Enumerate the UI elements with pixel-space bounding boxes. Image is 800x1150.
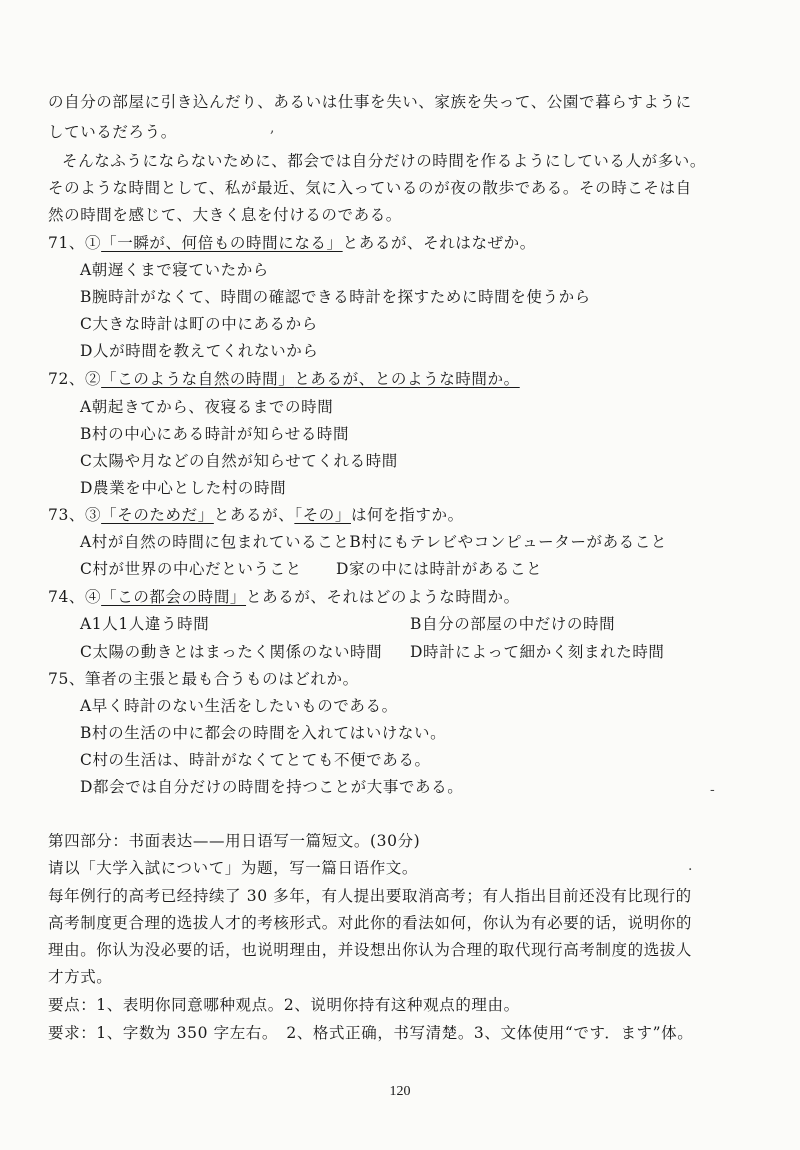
part4-body-line: 理由。你认为没必要的话，也说明理由，并设想出你认为合理的取代现行高考制度的选拔人 bbox=[48, 941, 693, 959]
option-c: C太陽の動きとはまったく関係のない時間 bbox=[80, 643, 383, 661]
question-stem: とあるが、それはなぜか。 bbox=[342, 234, 536, 252]
option-a: A朝遅くまで寝ていたから bbox=[80, 261, 269, 279]
question-74 bbox=[48, 587, 520, 607]
passage-line: そんなふうにならないために、都会では自分だけの時間を作るようにしている人が多い。 bbox=[62, 152, 707, 170]
question-number: 75、 bbox=[48, 670, 86, 688]
part4-requirements: 要求：1、字数为 350 字左右。 2、格式正确，书写清楚。3、文体使用“です．ます”体。 bbox=[48, 1024, 694, 1042]
passage-line: そのような時間として、私が最近、気に入っているのが夜の散歩である。その時こそは自 bbox=[48, 179, 692, 197]
scan-speck: - bbox=[710, 782, 715, 798]
passage-line: の自分の部屋に引き込んだり、あるいは仕事を失い、家族を失って、公園で暮らすように bbox=[48, 93, 692, 111]
passage-line: 然の時間を感じて、大きく息を付けるのである。 bbox=[48, 206, 402, 224]
question-number: 74、④ bbox=[48, 588, 102, 606]
question-72 bbox=[48, 369, 520, 389]
question-73 bbox=[48, 505, 464, 525]
option-d: D家の中には時計があること bbox=[336, 560, 543, 578]
passage-line: しているだろう。 bbox=[48, 123, 177, 141]
question-quote-2: 「その」 bbox=[294, 506, 351, 524]
question-number: 72、② bbox=[48, 370, 102, 388]
question-stem-mid: とあるが、 bbox=[213, 506, 295, 524]
option-a-b: A村が自然の時間に包まれていることB村にもテレビやコンピューターがあること bbox=[80, 533, 667, 551]
option-c: C村が世界の中心だということ bbox=[80, 560, 302, 578]
option-b: B村の中心にある時計が知らせる時間 bbox=[80, 425, 350, 443]
option-b: B自分の部屋の中だけの時間 bbox=[410, 615, 616, 633]
part4-prompt: 请以「大学入試について」为题，写一篇日语作文。 bbox=[48, 859, 418, 877]
option-d: D農業を中心とした村の時間 bbox=[80, 479, 287, 497]
option-d: D人が時間を教えてくれないから bbox=[80, 342, 319, 360]
option-c: C太陽や月などの自然が知らせてくれる時間 bbox=[80, 452, 398, 470]
scan-speck: · bbox=[688, 862, 693, 878]
question-number: 73、③ bbox=[48, 506, 102, 524]
option-d: D都会では自分だけの時間を持つことが大事である。 bbox=[80, 778, 464, 796]
option-a: A1人1人違う時間 bbox=[80, 615, 210, 633]
part4-body-line: 高考制度更合理的选拔人才的考核形式。对此你的看法如何，你认为有必要的话，说明你的 bbox=[48, 914, 693, 932]
part4-body-line: 每年例行的高考已经持续了 30 多年，有人提出要取消高考；有人指出目前还没有比现行的 bbox=[48, 887, 692, 905]
option-a: A早く時計のない生活をしたいものである。 bbox=[80, 697, 398, 715]
question-quote: 「そのためだ」 bbox=[101, 506, 214, 524]
option-c: C大きな時計は町の中にあるから bbox=[80, 315, 318, 333]
question-71 bbox=[48, 233, 536, 253]
page-number: 120 bbox=[389, 1084, 411, 1099]
question-stem: 筆者の主張と最も合うものはどれか。 bbox=[85, 670, 359, 688]
scan-speck: , bbox=[270, 120, 275, 136]
question-number: 71、① bbox=[48, 234, 102, 252]
option-c: C村の生活は、時計がなくてとても不便である。 bbox=[80, 751, 431, 769]
question-stem: は何を指すか。 bbox=[351, 506, 464, 524]
part4-body-line: 才方式。 bbox=[48, 968, 113, 986]
question-quote: 「この都会の時間」 bbox=[101, 588, 247, 606]
option-a: A朝起きてから、夜寝るまでの時間 bbox=[80, 398, 334, 416]
question-75 bbox=[48, 669, 359, 689]
question-stem: とあるが、それはどのような時間か。 bbox=[246, 588, 520, 606]
option-b: B村の生活の中に都会の時間を入れてはいけない。 bbox=[80, 724, 447, 742]
option-d: D時計によって細かく刻まれた時間 bbox=[410, 643, 665, 661]
question-quote: 「このような自然の時間」 bbox=[101, 370, 295, 388]
question-stem: とあるが、とのような時間か。 bbox=[294, 370, 520, 388]
option-b: B腕時計がなくて、時間の確認できる時計を探すために時間を使うから bbox=[80, 288, 591, 306]
part4-points: 要点：1、表明你同意哪种观点。2、说明你持有这种观点的理由。 bbox=[48, 996, 520, 1014]
part4-heading: 第四部分：书面表达——用日语写一篇短文。(30分) bbox=[48, 832, 421, 850]
question-quote: 「一瞬が、何倍もの時間になる」 bbox=[101, 234, 343, 252]
